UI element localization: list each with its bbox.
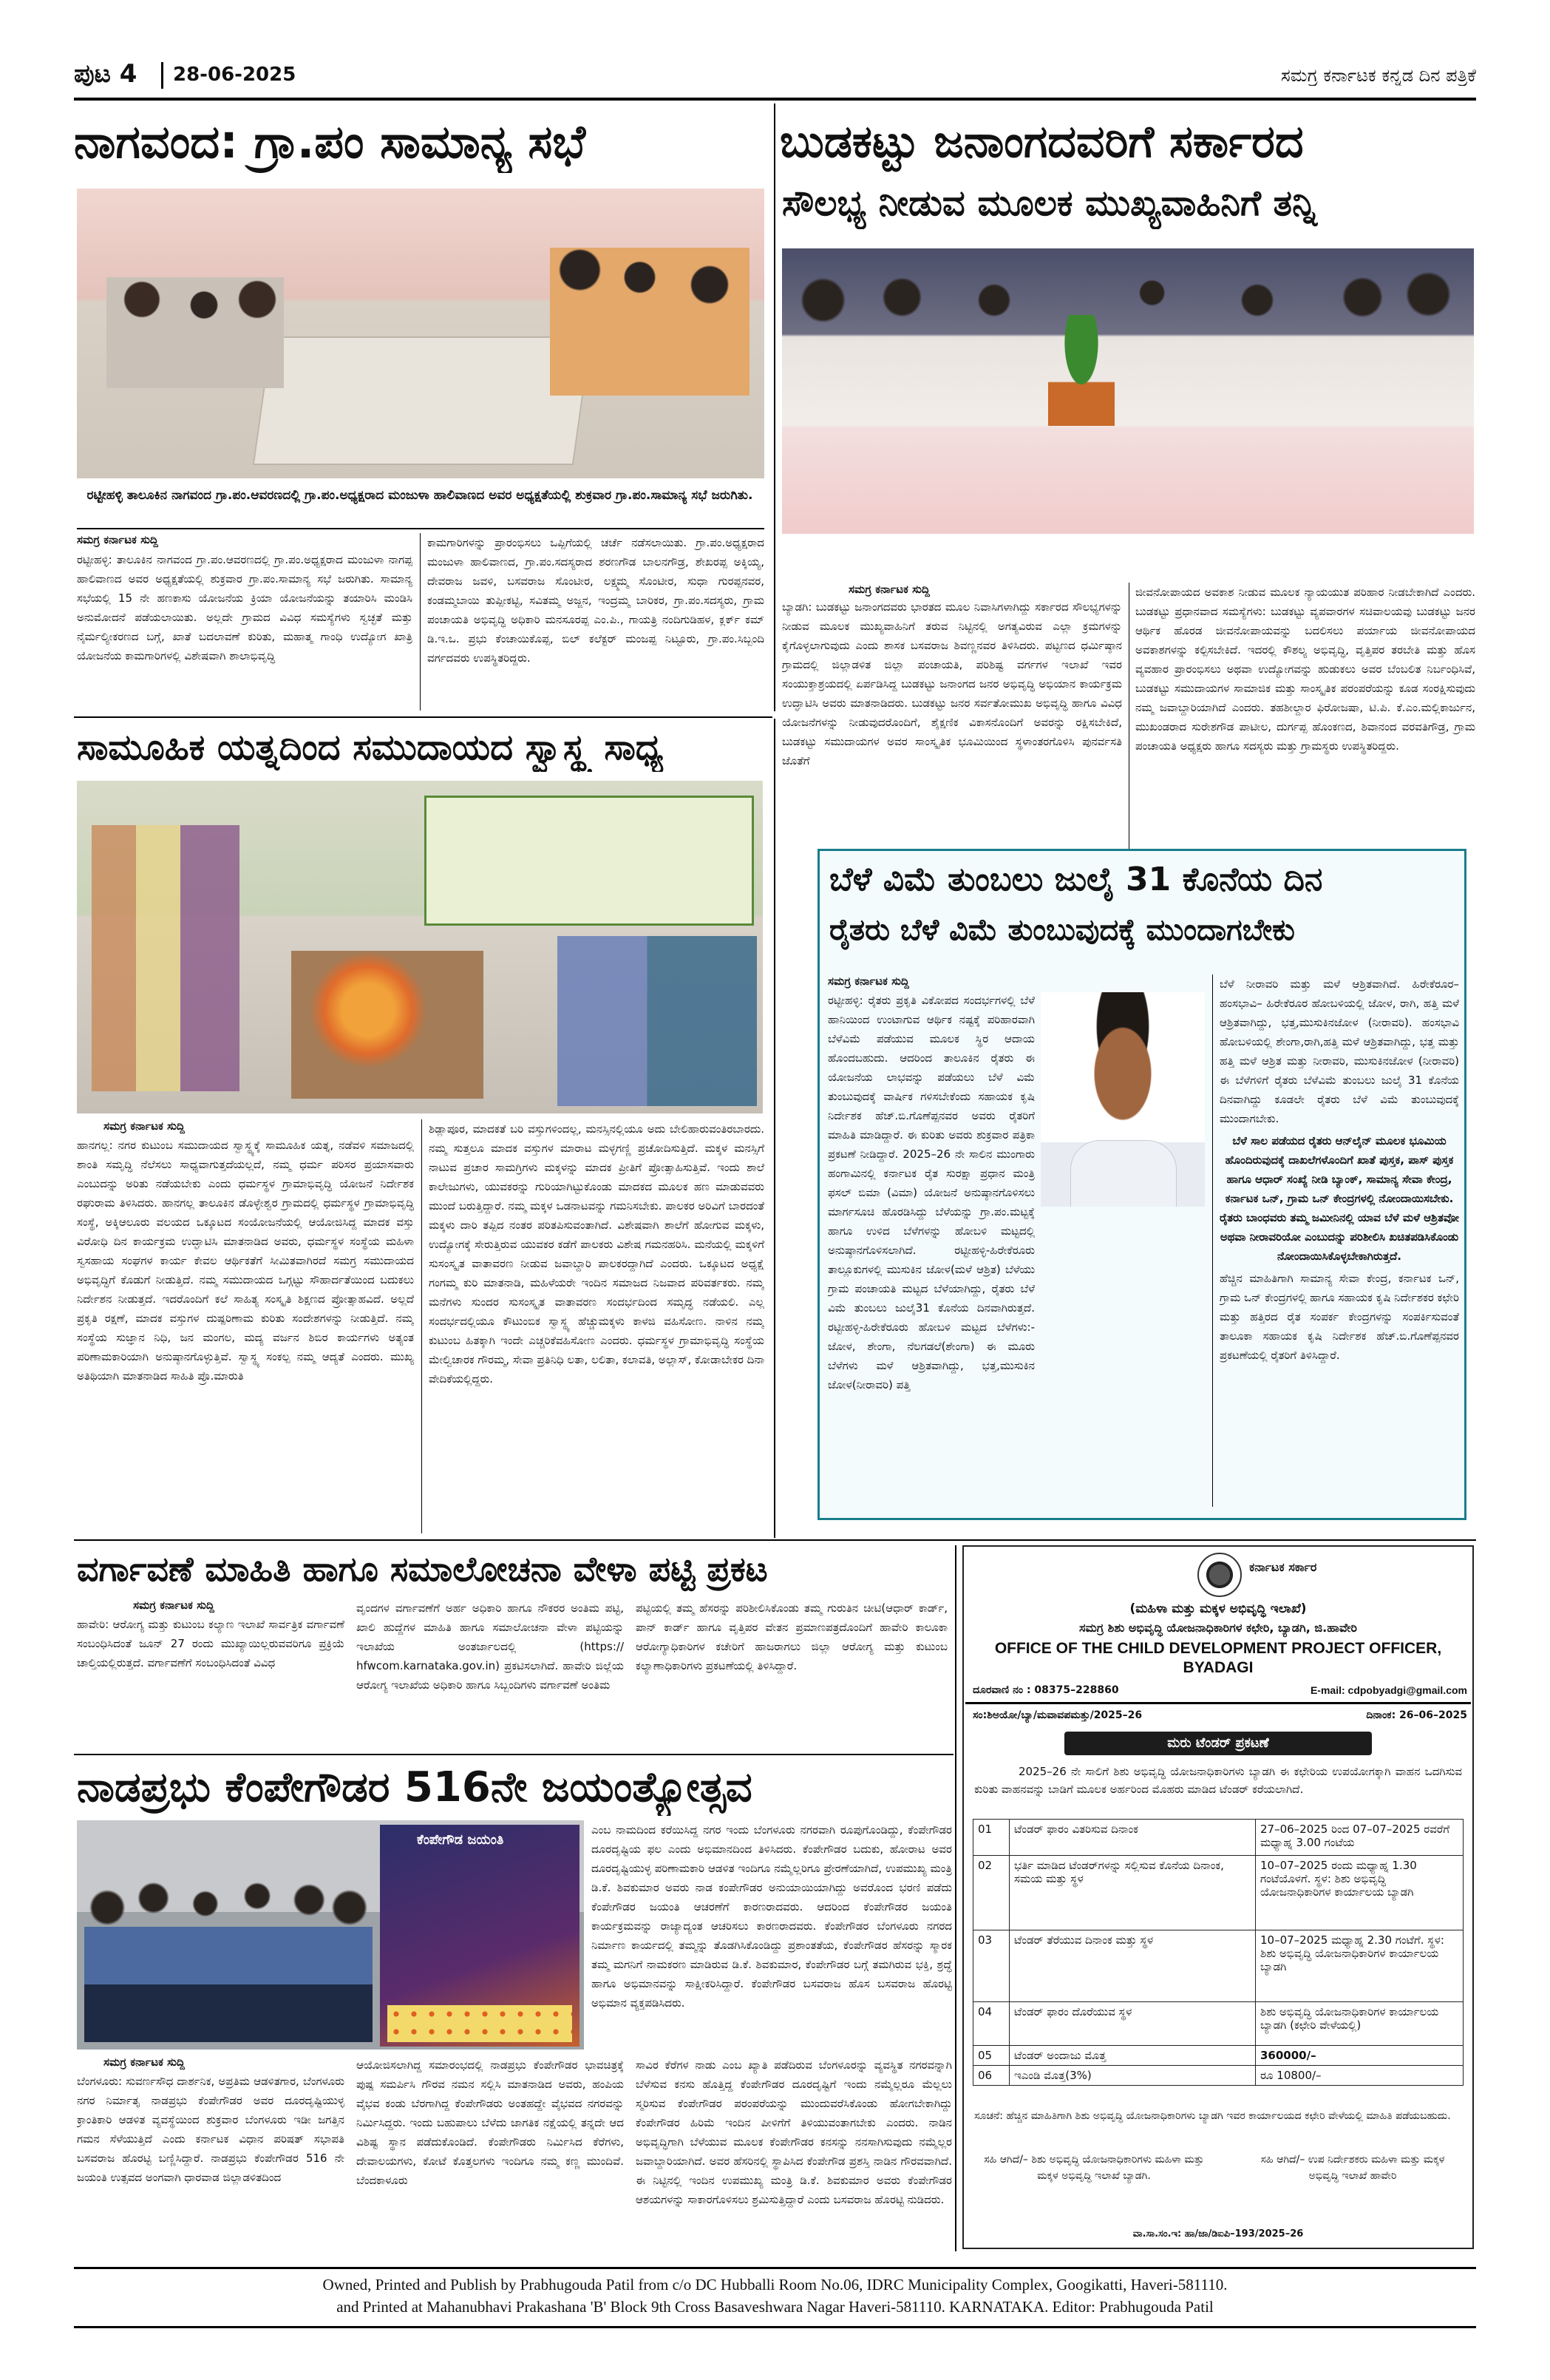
story3-col-rule [421, 1119, 422, 1533]
story1-col1: ರಟ್ಟೀಹಳ್ಳಿ: ತಾಲೂಕಿನ ನಾಗವಂದ ಗ್ರಾ.ಪಂ.ಆವರಣದಲ್ಲಿ ಗ್ರಾ.ಪಂ.ಅಧ್ಯಕ್ಷರಾದ ಮಂಜುಳಾ ನಾಗಪ್ಪ ಹಾಲಿವಾಣದ ಅವರ ಅಧ್ಯಕ್ಷತೆಯಲ್ಲಿ ಶುಕ್ರವಾರ ಗ್ರಾ.ಪಂ.ಸಾಮಾನ್ಯ ಸಭೆ ಜರುಗಿತು. ಸಾಮಾನ್ಯ ಸಭೆಯಲ್ಲಿ 15 ನೇ ಹಣಕಾಸು ಯೋಜನೆಯ ಕ್ರಿಯಾ ಯೋಜನೆಯನ್ನು ತಯಾರಿಸಿ ಮಂಡಿಸಿ ಅನುಮೋದನೆ ಪಡೆಯಲಾಯಿತು. ಅಲ್ಲದೇ ಗ್ರಾಮದ ವಿವಿಧ ಸಮಸ್ಯೆಗಳು ಸ್ವಚ್ಛತೆ ಮತ್ತು ನೈರ್ಮಲ್ಯೀಕರಣದ ಬಗ್ಗೆ, ಖಾತೆ ಬದಲಾವಣೆ ಕುರಿತು, ಮಹಾತ್ಮ ಗಾಂಧಿ ಉದ್ಯೋಗ ಖಾತ್ರಿ ಯೋಜನೆಯ ಕಾಮಗಾರಿಗಳಲ್ಲಿ ವಿಶೇಷವಾಗಿ ಶಾಲಾಭಿವೃದ್ಧಿ [77, 553, 412, 662]
dignitaries-group [84, 1850, 373, 2042]
story2-byline: ಸಮಗ್ರ ಕರ್ನಾಟಕ ಸುದ್ದಿ [849, 583, 930, 596]
tender-date: ದಿನಾಂಕ: 26–06–2025 [1366, 1709, 1467, 1721]
paper-name: ಸಮಗ್ರ ಕರ್ನಾಟಕ ಕನ್ನಡ ದಿನ ಪತ್ರಿಕೆ [1281, 65, 1476, 86]
tender-row-item: ಟೆಂಡರ್ ತೆರೆಯುವ ದಿನಾಂಕ ಮತ್ತು ಸ್ಥಳ [1010, 1930, 1256, 2002]
tender-ref: ಸಂ:ಶಿಅಯೋ/ಬ್ಯಾ/ಮವಾವಪಮತ್ತು/2025–26 [973, 1709, 1143, 1721]
story1-byline: ಸಮಗ್ರ ಕರ್ನಾಟಕ ಸುದ್ದಿ [77, 533, 158, 546]
women-group [92, 825, 239, 1091]
story4-col2-end: ಹೆಚ್ಚಿನ ಮಾಹಿತಿಗಾಗಿ ಸಾಮಾನ್ಯ ಸೇವಾ ಕೇಂದ್ರ, ಕರ್ನಾಟಕ ಒನ್, ಗ್ರಾಮ ಒನ್ ಕೇಂದ್ರಗಳಲ್ಲಿ ಹಾಗೂ ಸಹಾಯಕ ಕೃಷಿ ನಿರ್ದೇಶಕರ ಕಛೇರಿ ಮತ್ತು ಹತ್ತಿರದ ರೈತ ಸಂಪರ್ಕ ಕೇಂದ್ರಗಳನ್ನು ಸಂಪರ್ಕಿಸುವಂತೆ ತಾಲೂಕಾ ಸಹಾಯಕ ಕೃಷಿ ನಿರ್ದೇಶಕ ಹೆಚ್.ಬಿ.ಗೊಣೆಪ್ಪನವರ ಪ್ರಕಟಣೆಯಲ್ಲಿ ರೈತರಿಗೆ ತಿಳಿಸಿದ್ದಾರೆ. [1220, 1272, 1459, 1362]
masthead-rule [74, 98, 1476, 101]
tender-row-detail: 27–06–2025 ರಿಂದ 07–07–2025 ರವರೆಗೆ ಮಧ್ಯಾಹ್ನ 3.00 ಗಂಟೆಯ [1256, 1820, 1464, 1856]
tender-table [973, 1819, 1464, 2086]
state-emblem [1197, 1553, 1242, 1597]
story4-col-rule [1212, 974, 1213, 1507]
story5-headline: ವರ್ಗಾವಣೆ ಮಾಹಿತಿ ಹಾಗೂ ಸಮಾಲೋಚನಾ ವೇಳಾ ಪಟ್ಟಿ ಪ್ರಕಟ [77, 1549, 768, 1589]
tender-row [973, 2066, 1464, 2086]
story6-col1: ಬೆಂಗಳೂರು: ಸುವರ್ಣಸೌಧ ದಾರ್ಶನಿಕ, ಅಪ್ರತಿಮ ಆಡಳಿತಗಾರ, ಬೆಂಗಳೂರು ನಗರ ನಿರ್ಮಾತೃ ನಾಡಪ್ರಭು ಕೆಂಪೇಗೌಡರ ಅವರ ದೂರದೃಷ್ಟಿಯುಳ್ಳ ಕ್ರಾಂತಿಕಾರಿ ಆಡಳಿತ ವ್ಯವಸ್ಥೆಯಿಂದ ಶುಕ್ರವಾರ ಬೆಂಗಳೂರು ಇಡೀ ಜಗತ್ತಿನ ಗಮನ ಸೆಳೆಯುತ್ತಿದೆ ಎಂದು ಕರ್ನಾಟಕ ವಿಧಾನ ಪರಿಷತ್ ಸಭಾಪತಿ ಬಸವರಾಜ ಹೊರಟ್ಟಿ ಬಣ್ಣಿಸಿದ್ದಾರೆ. ನಾಡಪ್ರಭು ಕೆಂಪೇಗೌಡರ 516 ನೇ ಜಯಂತಿ ಉತ್ಸವದ ಅಂಗವಾಗಿ ಧಾರವಾಡ ಜಿಲ್ಲಾಡಳಿತದಿಂದ [77, 2075, 344, 2184]
tender-office-kn: ಸಮಗ್ರ ಶಿಶು ಅಭಿವೃದ್ಧಿ ಯೋಜನಾಧಿಕಾರಿಗಳ ಕಛೇರಿ, ಬ್ಯಾಡಗಿ, ಜಿ.ಹಾವೇರಿ [1079, 1621, 1357, 1635]
tender-row-item: ಟೆಂಡರ್ ಫಾರಂ ದೊರೆಯುವ ಸ್ಥಳ [1010, 2002, 1256, 2046]
story4-box-bold: ಬೆಳೆ ಸಾಲ ಪಡೆಯದ ರೈತರು ಆನ್‌ಲೈನ್ ಮೂಲಕ ಭೂಮಿಯ ಹೊಂದಿರುವುದಕ್ಕೆ ದಾಖಲೆಗಳೊಂದಿಗೆ ಖಾತೆ ಪುಸ್ತಕ, ಪಾಸ್ ಪುಸ್ತಕ ಹಾಗೂ ಆಧಾರ್ ಸಂಖ್ಯೆ ನೀಡಿ ಬ್ಯಾಂಕ್, ಸಾಮಾನ್ಯ ಸೇವಾ ಕೇಂದ್ರ, ಕರ್ನಾಟಕ ಒನ್, ಗ್ರಾಮ ಒನ್ ಕೇಂದ್ರಗಳಲ್ಲಿ ನೋಂದಾಯಿಸಬೇಕು. ರೈತರು ಬಾಂಧವರು ತಮ್ಮ ಜಮೀನಿನಲ್ಲಿ ಯಾವ ಬೆಳೆ ಮಳೆ ಆಶ್ರಿತವೋ ಅಥವಾ ನೀರಾವರಿಯೋ ಎಂಬುದನ್ನು ಪರಿಶೀಲಿಸಿ ಖಚಿತಪಡಿಸಿಕೊಂಡು ನೋಂದಾಯಿಸಿಕೊಳ್ಳಬೇಕಾಗಿರುತ್ತದೆ. [1220, 1134, 1459, 1263]
story3-col1: ಹಾನಗಲ್ಲ: ನಗರ ಕುಟುಂಬ ಸಮುದಾಯದ ಸ್ವಾಸ್ಥ್ಯಕ್ಕೆ ಸಾಮೂಹಿಕ ಯತ್ನ, ನಡೆವಳಿ ಸಮಾಜದಲ್ಲಿ ಶಾಂತಿ ಸಮೃದ್ಧಿ ನೆಲೆಸಲು ಸಾಧ್ಯವಾಗುತ್ತದೆಯಲ್ಲದೆ, ನಮ್ಮ ಧರ್ಮ ಪರಿಸರ ಪ್ರಯಾಸವಾರು ಎಂಬುದನ್ನು ಅರಿತು ನಡೆಯಬೇಕು ಎಂದು ಧರ್ಮಸ್ಥಳ ಗ್ರಾಮಾಭಿವೃದ್ಧಿ ಯೋಜನೆ ನಿರ್ದೇಶಕ ರಘುರಾಮ ತಿಳಿಸಿದರು. ಹಾನಗಲ್ಲ ತಾಲೂಕಿನ ಡೊಳ್ಳೇಶ್ವರ ಗ್ರಾಮದಲ್ಲಿ ಧರ್ಮಸ್ಥಳ ಗ್ರಾಮಾಭಿವೃದ್ಧಿ ಸಂಸ್ಥೆ, ಅಕ್ಕಿಆಲೂರು ವಲಯದ ಒಕ್ಕೂಟದ ಸಂಯೋಜನೆಯಲ್ಲಿ ಆಯೋಜಿಸಿದ್ದ ಮಾದಕ ವಸ್ತು ವಿರೋಧಿ ದಿನ ಕಾರ್ಯಕ್ರಮ ಉದ್ಘಾಟಿಸಿ ಮಾತನಾಡಿದ ಅವರು, ಧರ್ಮಸ್ಥಳ ಸಂಸ್ಥೆಯ ಮಹಿಳಾ ಸ್ವಸಹಾಯ ಸಂಘಗಳ ಕಾರ್ಯ ಕೇವಲ ಆರ್ಥಿಕತೆಗೆ ಸೀಮಿತವಾಗಿರದೆ ಸಮಗ್ರ ಸಮುದಾಯದ ಅಭಿವೃದ್ಧಿಗೆ ಕೊಡುಗೆ ನೀಡುತ್ತಿದೆ. ನಮ್ಮ ಸಮುದಾಯದ ಒಗ್ಗಟ್ಟು ಸೌಹಾರ್ದತೆಯಿಂದ ಬದುಕಲು ನಿರ್ದೇಶನ ನೀಡುತ್ತದೆ. ಇದರೊಂದಿಗೆ ಕಲೆ ಸಾಹಿತ್ಯ ಸಂಸ್ಕೃತಿ ಶಿಕ್ಷಣದ ಪ್ರೋತ್ಸಾಹವಿದೆ. ಅಲ್ಲದೆ ಪ್ರಕೃತಿ ರಕ್ಷಣೆ, ಮಾದಕ ವಸ್ತುಗಳ ದುಷ್ಪರಿಣಾಮ ಕುರಿತು ಸಂದೇಶಗಳನ್ನು ನೀಡುತ್ತಿದೆ. ನಮ್ಮ ಸಂಸ್ಥೆಯ ಸುಜ್ಞಾನ ನಿಧಿ, ಜನ ಮಂಗಲ, ಮದ್ಯ ವರ್ಜನ ಶಿಬಿರ ಕಾರ್ಯಗಳು ಅತ್ಯಂತ ಪರಿಣಾಮಕಾರಿಯಾಗಿ ಅನುಷ್ಠಾನಗೊಳ್ಳುತ್ತಿವೆ. ಸ್ವಾಸ್ಥ್ಯ ಸಂಕಲ್ಪ ನಮ್ಮ ಆದ್ಯತೆ ಎಂದರು. ಮುಖ್ಯ ಅತಿಥಿಯಾಗಿ ಮಾತನಾಡಿದ ಸಾಹಿತಿ ಪ್ರೊ.ಮಾರುತಿ [77, 1139, 414, 1383]
tender-footer-ref: ವಾ.ಸಾ.ಸಂ.ಇ: ಹಾ/ಜಾ/ಡಿಐಪಿ–193/2025–26 [1132, 2228, 1304, 2240]
story4-headline-1: ಬೆಳೆ ವಿಮೆ ತುಂಬಲು ಜುಲೈ 31 ಕೊನೆಯ ದಿನ [829, 861, 1323, 898]
story4-col2 [1220, 974, 1459, 1507]
story5-bottom-rule [74, 1754, 954, 1755]
story4-col1-text: ರಟ್ಟೀಹಳ್ಳಿ: ರೈತರು ಪ್ರಕೃತಿ ವಿಕೋಪದ ಸಂದರ್ಭಗಳಲ್ಲಿ ಬೆಳೆ ಹಾನಿಯಿಂದ ಉಂಟಾಗುವ ಆರ್ಥಿಕ ನಷ್ಟಕ್ಕೆ ಪರಿಹಾರವಾಗಿ ಬೆಳೆವಿಮೆ ಪಡೆಯುವ ಮೂಲಕ ಸ್ಥಿರ ಆದಾಯ ಹೊಂದಬಹುದು. ಆದರಿಂದ ತಾಲೂಕಿನ ರೈತರು ಈ ಯೋಜನೆಯ ಲಾಭವನ್ನು ಪಡೆಯಲು ಬೆಳೆ ವಿಮೆ ತುಂಬುವುದಕ್ಕೆ ವಾರ್ಷಿಕ ಗಳಿಸಬೇಕೆಂದು ಸಹಾಯಕ ಕೃಷಿ ನಿರ್ದೇಶಕ ಹೆಚ್.ಬಿ.ಗೊಣೆಪ್ಪನವರ ಅವರು ರೈತರಿಗೆ ಮಾಹಿತಿ ಮಾಡಿದ್ದಾರೆ. ಈ ಕುರಿತು ಅವರು ಶುಕ್ರವಾರ ಪತ್ರಿಕಾ ಪ್ರಕಟಣೆ ನೀಡಿದ್ದಾರೆ. 2025–26 ನೇ ಸಾಲಿನ ಮುಂಗಾರು ಹಂಗಾಮಿನಲ್ಲಿ ಕರ್ನಾಟಕ ರೈತ ಸುರಕ್ಷಾ ಪ್ರಧಾನ ಮಂತ್ರಿ ಫಸಲ್ ಬಿಮಾ (ವಿಮಾ) ಯೋಜನೆ ಅನುಷ್ಠಾನಗೊಳಿಸಲು ಮಾರ್ಗಸೂಚಿ ಹೊರಡಿಸಿದ್ದು ಬೆಳೆಯನ್ನು ಗ್ರಾ.ಪಂ.ಮಟ್ಟಕ್ಕೆ ಹಾಗೂ ಉಳಿದ ಬೆಳೆಗಳನ್ನು ಹೋಬಳಿ ಮಟ್ಟದಲ್ಲಿ ಅನುಷ್ಠಾನಗೊಳಿಸಲಾಗಿದೆ. ರಟ್ಟೀಹಳ್ಳಿ-ಹಿರೇಕೆರೂರು ತಾಲ್ಲೂಕುಗಳಲ್ಲಿ ಮುಸುಕಿನ ಜೋಳ(ಮಳೆ ಆಶ್ರಿತ) ಬೆಳೆಯು ಗ್ರಾಮ ಪಂಚಾಯತಿ ಮಟ್ಟದ ಬೆಳೆಯಾಗಿದ್ದು, ರೈತರು ಬೆಳೆ ವಿಮೆ ತುಂಬಲು ಜುಲೈ31 ಕೊನೆಯ ದಿನವಾಗಿರುತ್ತದೆ. ರಟ್ಟೀಹಳ್ಳಿ-ಹಿರೇಕೆರೂರು ಹೋಬಳಿ ಮಟ್ಟದ ಬೆಳೆಗಳು:- ಜೋಳ, ಶೇಂಗಾ, ನೆಲಗಡಲೆ(ಶೇಂಗಾ) ಈ ಮೂರು ಬೆಳೆಗಳು ಮಳೆ ಆಶ್ರಿತವಾಗಿದ್ದು, ಭತ್ತ,ಮುಸುಕಿನ ಜೋಳ(ನೀರಾವರಿ) ಪತ್ತಿ [828, 994, 1035, 1391]
tender-row-detail: 10–07–2025 ಮಧ್ಯಾಹ್ನ 2.30 ಗಂಟೆಗೆ. ಸ್ಥಳ: ಶಿಶು ಅಭಿವೃದ್ಧಿ ಯೋಜನಾಧಿಕಾರಿಗಳ ಕಾರ್ಯಾಲಯ ಬ್ಯಾಡಗಿ [1256, 1930, 1464, 2002]
people-left [106, 277, 284, 388]
people-right [550, 248, 749, 396]
story1-col-rule [420, 533, 421, 711]
officer-portrait [1041, 992, 1205, 1207]
imprint-rule-top [74, 2267, 1476, 2269]
tender-title: ಮರು ಟೆಂಡರ್ ಪ್ರಕಟಣೆ [1064, 1732, 1372, 1755]
imprint-rule-bottom [74, 2326, 1476, 2328]
women-group-right [557, 936, 757, 1106]
story3-col2: ಶಿಡ್ಲಾಪೂರ, ಮಾದಕತೆ ಬರಿ ವಸ್ತುಗಳಿಂದಲ್ಲ, ಮನಸ್ಸಿನಲ್ಲಿಯೂ ಅದು ಬೇಲಿಹಾರುವಂತಿರಬಾರದು. ನಮ್ಮ ಸುತ್ತಲೂ ಮಾದಕ ವಸ್ತುಗಳ ಮಾರಾಟ ಮಳ್ಳಗಣ್ಣಿ ಪ್ರಚೋದಿಸುತ್ತಿದೆ. ಮಕ್ಕಳ ಮನಸ್ಸಿಗೆ ನಾಟುವ ಪ್ರಚಾರ ಸಾಮಗ್ರಿಗಳು ಮಕ್ಕಳನ್ನು ಮಾದಕ ಪ್ರೀತಿಗೆ ಪ್ರೋತ್ಸಾಹಿಸುತ್ತಿವೆ. ಇಂದು ಶಾಲೆ ಕಾಲೇಜುಗಳು, ಯುವಕರನ್ನು ಗುರಿಯಾಗಿಟ್ಟುಕೊಂಡು ಮಾದಕದ ಮೂಲಕ ಹಣ ಮಾಡುವವರು ಮುಂದೆ ಬರುತ್ತಿದ್ದಾರೆ. ನಮ್ಮ ಮಕ್ಕಳ ಒಡನಾಟವನ್ನು ಗಮನಿಸಬೇಕು. ಪಾಲಕರ ಅರಿವಿಗೆ ಬಾರದಂತೆ ಮಕ್ಕಳು ದಾರಿ ತಪ್ಪಿದ ನಂತರ ಪರಿತಪಿಸುವಂತಾಗಿದೆ. ವಿಶೇಷವಾಗಿ ಶಾಲೆಗೆ ಹೋಗುವ ಮಕ್ಕಳು, ಉದ್ಯೋಗಕ್ಕೆ ಸೇರುತ್ತಿರುವ ಯುವಕರ ಕಡೆಗೆ ಪಾಲಕರು ವಿಶೇಷ ಗಮನಹರಿಸಿ. ಮನೆಯಲ್ಲಿ ಮಕ್ಕಳಿಗೆ ಸುಸಂಸ್ಕೃತ ವಾತಾವರಣ ನೀಡುವ ಜವಾಬ್ದಾರಿ ಪಾಲಕರದ್ದಾಗಿದೆ ಎಂದರು. ಒಕ್ಕೂಟದ ಅಧ್ಯಕ್ಷೆ ಗಂಗಮ್ಮ ಕುರಿ ಮಾತನಾಡಿ, ಮಹಿಳೆಯರೇ ಇಂದಿನ ಸಮಾಜದ ನಿಜವಾದ ಪರಿವರ್ತಕರು. ನಮ್ಮ ಮನೆಗಳು ಸುಂದರ ಸುಸಂಸ್ಕೃತ ವಾತಾವರಣ ಸಂದರ್ಭದಿಂದ ಸಮೃದ್ಧ ನಡೆಯಲಿ. ಎಲ್ಲ ಸಂದರ್ಭದಲ್ಲಿಯೂ ಕೌಟುಂಬಿಕ ಸ್ವಾಸ್ಥ್ಯ ಹೆಚ್ಚುಮಕ್ಕಳು ಕಾಳಜಿ ವಹಿಸೋಣ. ನಾಳಿನ ನಮ್ಮ ಕುಟುಂಬ ಹಿತಕ್ಕಾಗಿ ಇಂದೇ ಎಚ್ಚರಿಕೆವಹಿಸೋಣ ಎಂದರು. ಧರ್ಮಸ್ಥಳ ಗ್ರಾಮಾಭಿವೃದ್ಧಿ ಸಂಸ್ಥೆಯ ಮೇಲ್ವಿಚಾರಕ ಗೌರಮ್ಮ, ಸೇವಾ ಪ್ರತಿನಿಧಿ ಲತಾ, ಲಲಿತಾ, ಕಲಾವತಿ, ಅಲ್ಲಾಸ್, ಕೋಡಾಬೇಕರ ದಿನಾ ವೇದಿಕೆಯಲ್ಲಿದ್ದರು. [429, 1122, 764, 1386]
story1-bottom-rule [74, 716, 772, 718]
tender-row-detail: 10–07–2025 ರಂದು ಮಧ್ಯಾಹ್ನ 1.30 ಗಂಟೆಯೊಳಗೆ. ಸ್ಥಳ: ಶಿಶು ಅಭಿವೃದ್ಧಿ ಯೋಜನಾಧಿಕಾರಿಗಳ ಕಾರ್ಯಾಲಯ ಬ್ಯಾಡಗಿ [1256, 1856, 1464, 1930]
story1-headline: ನಾಗವಂದ: ಗ್ರಾ.ಪಂ ಸಾಮಾನ್ಯ ಸಭೆ [74, 115, 586, 169]
mid-horizontal-rule [74, 1539, 1476, 1541]
story1-col2: ಕಾಮಗಾರಿಗಳನ್ನು ಪ್ರಾರಂಭಿಸಲು ಒಪ್ಪಿಗೆಯಲ್ಲಿ ಚರ್ಚೆ ನಡೆಸಲಾಯಿತು. ಗ್ರಾ.ಪಂ.ಅಧ್ಯಕ್ಷರಾದ ಮಂಜುಳಾ ಹಾಲಿವಾಣದ, ಗ್ರಾ.ಪಂ.ಸದಸ್ಯರಾದ ಶರಣಗೌಡ ಬಾಲನಗೌಡ್ರ, ಶೇಖರಪ್ಪ ಅಕ್ಕಿಯ್ಯ, ದೇವರಾಜ ಜವಳಿ, ಬಸವರಾಜ ಸೊಂಟೀರ, ಲಕ್ಷ್ಮಮ್ಮ ಸೊಂಟೀರ, ಸುಧಾ ಗುರಪ್ಪನವರ, ಕಂಡಮ್ಮಬಾಯಿ ತುಪ್ಪೀಕಟ್ಟಿ, ಸವಿತಮ್ಮ ಅಜ್ಜನ, ಇಂದ್ರಮ್ಮ ಬಾರಿಕರ, ಗ್ರಾ.ಪಂ.ಸದಸ್ಯರು, ಗ್ರಾಮ ಪಂಚಾಯತಿ ಅಭಿವೃದ್ಧಿ ಅಧಿಕಾರಿ ಮನಸೂರಪ್ಪ ಎಂ.ಪಿ., ಗಾಯತ್ರಿ ನಂದಿಗುಡಿಹಳ, ಕ್ಲರ್ಕ್ ಕಮ್ ಡಿ.ಇ.ಒ. ಪ್ರಭು ಕೆಂಚಾಯಿಕೊಪ್ಪ, ಬಿಲ್ ಕಲೆಕ್ಟರ್ ಮಂಜಪ್ಪ ನಿಟ್ಟೂರು, ಗ್ರಾ.ಪಂ.ಸಿಬ್ಬಂದಿ ವರ್ಗದವರು ಉಪಸ್ಥಿತರಿದ್ದರು. [427, 536, 764, 665]
tender-row-detail: 360000/– [1256, 2046, 1464, 2066]
story4-headline-2: ರೈತರು ಬೆಳೆ ವಿಮೆ ತುಂಬುವುದಕ್ಕೆ ಮುಂದಾಗಬೇಕು [829, 913, 1295, 947]
story4-col1-top [828, 991, 1035, 1479]
tender-row-detail: ಶಿಶು ಅಭಿವೃದ್ಧಿ ಯೋಜನಾಧಿಕಾರಿಗಳ ಕಾರ್ಯಾಲಯ ಬ್ಯಾಡಗಿ (ಕಛೇರಿ ವೇಳೆಯಲ್ಲಿ) [1256, 2002, 1464, 2046]
banner-text: ಕೆಂಪೇಗೌಡ ಜಯಂತಿ [417, 1832, 504, 1848]
vertical-rule-mid [774, 719, 775, 1538]
tender-row [973, 1930, 1464, 2002]
kempegowda-photo [77, 1820, 584, 2050]
story2-headline-2: ಸೌಲಭ್ಯ ನೀಡುವ ಮೂಲಕ ಮುಖ್ಯವಾಹಿನಿಗೆ ತನ್ನಿ [782, 183, 1317, 224]
tribal-event-photo [782, 248, 1474, 534]
page-number: ಪುಟ 4 [74, 59, 137, 89]
tender-gov: ಕರ್ನಾಟಕ ಸರ್ಕಾರ [1249, 1560, 1317, 1574]
tender-row-no: 05 [973, 2046, 1010, 2066]
vertical-rule-bottom [955, 1545, 956, 2251]
tender-sign-right: ಸಹಿ ಆಗಿದೆ/– ಉಪ ನಿರ್ದೇಶಕರು ಮಹಿಳಾ ಮತ್ತು ಮಕ್ಕಳ ಅಭಿವೃದ್ಧಿ ಇಲಾಖೆ ಹಾವೇರಿ [1260, 2154, 1445, 2182]
lamp-table [291, 951, 483, 1099]
story4-byline: ಸಮಗ್ರ ಕರ್ನಾಟಕ ಸುದ್ದಿ [828, 974, 909, 988]
story5-col3: ಪಟ್ಟಿಯಲ್ಲಿ ತಮ್ಮ ಹೆಸರನ್ನು ಪರಿಶೀಲಿಸಿಕೊಂಡು ತಮ್ಮ ಗುರುತಿನ ಚೀಟಿ(ಆಧಾರ್ ಕಾರ್ಡ್, ಪಾನ್ ಕಾರ್ಡ್ ಹಾಗೂ ವೃತ್ತಿಪರ ವೇತನ ಪ್ರಮಾಣಪತ್ರದೊಂದಿಗೆ ಹಾವೇರಿ ಕಾಲೂಕಾ ಆರೋಗ್ಯಾಧಿಕಾರಿಗಳ ಕಚೇರಿಗೆ ಹಾಜರಾಗಲು ಜಿಲ್ಲಾ ಆರೋಗ್ಯ ಮತ್ತು ಕುಟುಂಬ ಕಲ್ಯಾಣಾಧಿಕಾರಿಗಳು ಪ್ರಕಟಣೆಯಲ್ಲಿ ತಿಳಿಸಿದ್ದಾರೆ. [636, 1601, 948, 1672]
tender-row [973, 2046, 1464, 2066]
story2-col2: ಜೀವನೋಪಾಯದ ಅವಕಾಶ ನೀಡುವ ಮೂಲಕ ನ್ಯಾಯಯುತ ಪರಿಹಾರ ನೀಡಬೇಕಾಗಿದೆ ಎಂದರು. ಬುಡಕಟ್ಟು ಪ್ರಧಾನವಾದ ಸಮಸ್ಯೆಗಳು: ಬುಡಕಟ್ಟು ವ್ಯಪವಾರಗಳ ಸಚಿವಾಲಯವು ಬುಡಕಟ್ಟು ಜನರ ಆರ್ಥಿಕ ಹೊರಡ ಜೀವನೋಪಾಯವನ್ನು ಬದಲಿಸಲು ಪರ್ಯಾಯ ಜೀವನೋಪಾಯದ ಅವಕಾಶಗಳನ್ನು ಕಲ್ಪಿಸಬೇಕಿದೆ. ಇದರಲ್ಲಿ ಕೌಶಲ್ಯ ಅಭಿವೃದ್ಧಿ, ವೃತ್ತಿಪರ ತರಬೇತಿ ಮತ್ತು ಹೊಸ ವ್ಯವಹಾರ ಪ್ರಾರಂಭಿಸಲು ಅಥವಾ ಉದ್ಯೋಗವನ್ನು ಹುಡುಕಲು ಅವರ ಬೆಂಬಲಿತ ನಿರ್ಬಂಧಿಸಿವೆ, ಬುಡಕಟ್ಟು ಸಮುದಾಯಗಳ ಸಾಮಾಜಿಕ ಮತ್ತು ಸಾಂಸ್ಕೃತಿಕ ಪರಂಪರೆಯನ್ನು ಕೂಡ ಸಂರಕ್ಷಿಸುವುದು ನಮ್ಮ ಜವಾಬ್ದಾರಿಯಾಗಿದೆ ಎಂದರು. ತಹಶೀಲ್ದಾರ ಫಿರೋಜಷಾ, ಟಿ.ಪಿ. ಕೆ.ಎಂ.ಮಲ್ಲಿಕಾರ್ಜುನ, ಮುಖಂಡರಾದ ಸುರೇಶಗೌಡ ಪಾಟೀಲ, ದುರ್ಗಪ್ಪ ಹೊಂಕಣದ, ಶಿವಾನಂದ ವರವತಿಗೌಡ್ರ, ಗ್ರಾಮ ಪಂಚಾಯತಿ ಅಧ್ಯಕ್ಷರು ಹಾಗೂ ಸದಸ್ಯರು ಮತ್ತು ಗ್ರಾಮಸ್ಥರು ಉಪಸ್ಥಿತರಿದ್ದರು. [1135, 586, 1475, 753]
officer-shirt [1070, 1140, 1177, 1207]
story3-byline: ಸಮಗ್ರ ಕರ್ನಾಟಕ ಸುದ್ದಿ [103, 1119, 185, 1133]
meeting-photo-caption: ರಟ್ಟೀಹಳ್ಳಿ ತಾಲೂಕಿನ ನಾಗವಂದ ಗ್ರಾ.ಪಂ.ಆವರಣದಲ್ಲಿ ಗ್ರಾ.ಪಂ.ಅಧ್ಯಕ್ಷರಾದ ಮಂಜುಳಾ ಹಾಲಿವಾಣದ ಅವರ ಅಧ್ಯಕ್ಷತೆಯಲ್ಲಿ ಶುಕ್ರವಾರ ಗ್ರಾ.ಪಂ.ಸಾಮಾನ್ಯ ಸಭೆ ಜರುಗಿತು. [86, 488, 753, 503]
story4-col2-text: ಬೆಳೆ ನೀರಾವರಿ ಮತ್ತು ಮಳೆ ಆಶ್ರಿತವಾಗಿದೆ. ಹಿರೇಕೆರೂರ–ಹಂಸಭಾವಿ– ಹಿರೇಕೆರೂರ ಹೋಬಳಿಯಲ್ಲಿ ಜೋಳ, ರಾಗಿ, ಹತ್ತಿ ಮಳೆ ಆಶ್ರಿತವಾಗಿದ್ದು, ಭತ್ತ,ಮುಸುಕಿನಜೋಳ (ನೀರಾವರಿ). ಹಂಸಭಾವಿ ಹೋಬಳಿಯಲ್ಲಿ ಶೇಂಗಾ,ರಾಗಿ,ಹತ್ತಿ ಮಳೆ ಆಶ್ರಿತವಾಗಿದ್ದು, ಭತ್ತ ಮತ್ತು ಹತ್ತಿ ಮಳೆ ಆಶ್ರಿತ ಮತ್ತು ನೀರಾವರಿ, ಮುಸುಕಿನಜೋಳ (ನೀರಾವರಿ) ಈ ಬೆಳೆಗಳಿಗೆ ರೈತರು ಬೆಳೆವಿಮೆ ತುಂಬಲು ಜುಲೈ 31 ಕೊನೆಯ ದಿನವಾಗಿದ್ದು ಕೂಡಲೇ ರೈತರು ಬೆಳೆ ವಿಮೆ ತುಂಬುವುದಕ್ಕೆ ಮುಂದಾಗಬೇಕು. [1220, 977, 1459, 1125]
story1-caption-rule [77, 528, 764, 529]
meeting-table [253, 336, 591, 465]
tender-row [973, 1820, 1464, 1856]
tender-dept: (ಮಹಿಳಾ ಮತ್ತು ಮಕ್ಕಳ ಅಭಿವೃದ್ಧಿ ಇಲಾಖೆ) [1129, 1601, 1307, 1616]
story6-byline: ಸಮಗ್ರ ಕರ್ನಾಟಕ ಸುದ್ದಿ [103, 2055, 185, 2069]
tender-row-no: 04 [973, 2002, 1010, 2046]
flower-decoration [387, 2005, 572, 2042]
imprint-line-1: Owned, Printed and Publish by Prabhugouda Patil from c/o DC Hubballi Room No.06, IDRC Municipality Complex, Googikatti, Haveri-581110. [322, 2276, 1228, 2293]
story6-headline: ನಾಡಪ್ರಭು ಕೆಂಪೇಗೌಡರ 516ನೇ ಜಯಂತ್ಯೋತ್ಸವ [77, 1763, 752, 1811]
tender-row-item: ಭರ್ತಿ ಮಾಡಿದ ಟೆಂಡರ್‌ಗಳನ್ನು ಸಲ್ಲಿಸುವ ಕೊನೆಯ ದಿನಾಂಕ, ಸಮಯ ಮತ್ತು ಸ್ಥಳ [1010, 1856, 1256, 1930]
tender-row-no: 01 [973, 1820, 1010, 1856]
story4-col1-bottom [1041, 1213, 1205, 1494]
tender-header-rule [965, 1702, 1471, 1704]
tender-phone: ದೂರವಾಣಿ ನಂ : 08375–228860 [973, 1684, 1119, 1696]
tender-note: ಸೂಚನೆ: ಹೆಚ್ಚಿನ ಮಾಹಿತಿಗಾಗಿ ಶಿಶು ಅಭಿವೃದ್ಧಿ ಯೋಜನಾಧಿಕಾರಿಗಳು ಬ್ಯಾಡಗಿ ಇವರ ಕಾರ್ಯಾಲಯದ ಕಛೇರಿ ವೇಳೆಯಲ್ಲಿ ಮಾಹಿತಿ ಪಡೆಯಬಹುದು. [974, 2110, 1451, 2122]
tender-row-detail: ರೂ 10800/– [1256, 2066, 1464, 2086]
meeting-photo [77, 189, 764, 478]
tender-row-no: 06 [973, 2066, 1010, 2086]
story6-col-top: ಎಂಬ ನಾಮದಿಂದ ಕರೆಯಿಸಿದ್ದ ನಗರ ಇಂದು ಬೆಂಗಳೂರು ನಗರವಾಗಿ ರೂಪುಗೊಂಡಿದ್ದು, ಕೆಂಪೇಗೌಡರ ದೂರದೃಷ್ಟಿಯ ಫಲ ಎಂದು ಅಭಿಮಾನದಿಂದ ತಿಳಿಸಿದರು. ಕೆಂಪೇಗೌಡರ ಬದುಕು, ಹೋರಾಟ ಅವರ ದೂರದೃಷ್ಟಿಯುಳ್ಳ ಪರಿಣಾಮಕಾರಿ ಆಡಳಿತ ಇಂದಿಗೂ ನಮ್ಮೆಲ್ಲರಿಗೂ ಪ್ರೇರಣೆಯಾಗಿದೆ, ಉಪಮುಖ್ಯ ಮಂತ್ರಿ ಡಿ.ಕೆ. ಶಿವಕುಮಾರ ಅವರು ನಾಡ ಕಂಪೇಗೌಡರ ಅನುಯಾಯಿಯಾಗಿದ್ದು ಅವರೊಂದ ಭರಣಿ ಪಡೆದು ಕೆಂಪೇಗೌಡರ ಜಯಂತಿ ಆಚರಣೆಗೆ ಕಾರಣರಾದವರು. ಆದರಿಂದ ಕೆಂಪೇಗೌಡರ ಜಯಂತಿ ಕಾರ್ಯಕ್ರಮವನ್ನು ರಾಜ್ಯಾದ್ಯಂತ ಆಚರಿಸಲು ಕಾರಣರಾದವರು. ಕೆಂಪೇಗೌಡರ ಬೆಂಗಳೂರು ನಗರದ ನಿರ್ಮಾಣ ಕಾರ್ಯದಲ್ಲಿ ತಮ್ಮನ್ನು ತೊಡಗಿಸಿಕೊಂಡಿದ್ದು ಪ್ರಶಾಂತತೆಯ, ಕೆಂಪೇಗೌಡರ ಹೆಸರನ್ನು ಸ್ಮಾರಕ ತಮ್ಮ ಮಗನಿಗೆ ನಾಮಕರಣ ಮಾಡಿರುವ ಡಿ.ಕೆ. ಶಿವಕುಮಾರ, ಕೆಂಪೇಗೌಡರ ಬಗ್ಗೆ ತಮಗಿರುವ ಭಕ್ತಿ, ಶ್ರದ್ಧೆ ಹಾಗೂ ಅಭಿಮಾನವನ್ನು ಸಾಕ್ಷೀಕರಿಸಿದ್ದಾರೆ. ಕೆಂಪೇಗೌಡರ ಬಸವರಾಜ ಹೊಸ ಬಸವರಾಜ ಹೊರಟ್ಟಿ ಅಭಿಮಾನ ವ್ಯಕ್ತಪಡಿಸಿದರು. [591, 1823, 952, 2010]
story2-col1: ಬ್ಯಾಡಗಿ: ಬುಡಕಟ್ಟು ಜನಾಂಗದವರು ಭಾರತದ ಮೂಲ ನಿವಾಸಿಗಳಾಗಿದ್ದು ಸರ್ಕಾರದ ಸೌಲಭ್ಯಗಳನ್ನು ನೀಡುವ ಮೂಲಕ ಮುಖ್ಯವಾಹಿನಿಗೆ ತರುವ ನಿಟ್ಟಿನಲ್ಲಿ ಅಗತ್ಯವಿರುವ ಎಲ್ಲಾ ಕ್ರಮಗಳನ್ನು ಕೈಗೊಳ್ಳಲಾಗುವುದು ಎಂದು ಶಾಸಕ ಬಸವರಾಜ ಶಿವಣ್ಣನವರ ತಿಳಿಸಿದರು. ಪಟ್ಟಣದ ಧರ್ಮಿಷ್ಠಾನ ಗ್ರಾಮದಲ್ಲಿ ಜಿಲ್ಲಾಡಳಿತ ಜಿಲ್ಲಾ ಪಂಚಾಯತಿ, ಪರಿಶಿಷ್ಟ ವರ್ಗಗಳ ಇಲಾಖೆ ಇವರ ಸಂಯುಕ್ತಾಶ್ರಯದಲ್ಲಿ ಏರ್ಪಡಿಸಿದ್ದ ಬುಡಕಟ್ಟು ಜನಾಂಗದ ಜನರ ಅಭಿವೃದ್ಧಿ ಅಭಿಯಾನ ಕಾರ್ಯಕ್ರಮ ಉದ್ಘಾಟಿಸಿ ಅವರು ಮಾತನಾಡಿದರು. ಬುಡಕಟ್ಟು ಜನರ ಸರ್ವತೋಮುಖ ಅಭಿವೃದ್ಧಿ ಹಾಗೂ ವಿವಿಧ ಯೋಜನೆಗಳನ್ನು ನೀಡುವುದರೊಂದಿಗೆ, ಶೈಕ್ಷಣಿಕ ವಿಕಾಸನೊಂದಿಗೆ ಅವರನ್ನು ರಕ್ಷಿಸಬೇಕಿದೆ, ಬುಡಕಟ್ಟು ಸಮುದಾಯಗಳ ಅವರ ಸಾಂಸ್ಕೃತಿಕ ಭೂಮಿಯಿಂದ ಸ್ಥಳಾಂತರಗೊಳಿಸಿ ಪುನರ್ವಸತಿ ಜೊತೆಗೆ [782, 600, 1122, 767]
masthead-divider [161, 62, 163, 89]
story6-col3: ಸಾವಿರ ಕೆರೆಗಳ ನಾಡು ಎಂಬ ಖ್ಯಾತಿ ಪಡೆದಿರುವ ಬೆಂಗಳೂರನ್ನು ವ್ಯವಸ್ಥಿತ ನಗರವನ್ನಾಗಿ ಬೆಳೆಸುವ ಕನಸು ಹೊತ್ತಿದ್ದ ಕೆಂಪೇಗೌಡರ ದೂರದೃಷ್ಟಿಗೆ ಇಂದು ನಮ್ಮೆಲ್ಲರೂ ಮೆಲ್ಲಲು ಸ್ಮರಿಸುವ ಕೆಂಪೇಗೌಡರ ಪರಂಪರೆಯನ್ನು ಮುಂದುವರೆಸಿಕೊಂಡು ಹೋಗಬೇಕಾಗಿದ್ದು ಕೆಂಪೇಗೌಡರ ಹಿರಿಮೆ ಇಂದಿನ ಪೀಳಿಗೆಗೆ ತಿಳಿಯುವಂತಾಗಬೇಕು ಎಂದರು. ನಾಡಿನ ಅಭಿವೃದ್ಧಿಗಾಗಿ ಬೆಳೆಯುವ ಮೂಲಕ ಕೆಂಪೇಗೌಡರ ಕನಸನ್ನು ನನಸಾಗಿಸುವುದು ನಮ್ಮೆಲ್ಲರ ಜವಾಬ್ದಾರಿಯಾಗಿದೆ. ಅವರ ಹೆಸರಿನಲ್ಲಿ ಸ್ಥಾಪಿಸಿದ ಕೆಂಪೇಗೌಡ ಪ್ರಶಸ್ತಿ ನಾಡಿನ ಗೌರವವಾಗಿದೆ. ಈ ನಿಟ್ಟಿನಲ್ಲಿ ಇಂದಿನ ಉಪಮುಖ್ಯ ಮಂತ್ರಿ ಡಿ.ಕೆ. ಶಿವಕುಮಾರ ಅವರು ಕೆಂಪೇಗೌಡರ ಆಶಯಗಳನ್ನು ಸಾಕಾರಗೊಳಿಸಲು ಶ್ರಮಿಸುತ್ತಿದ್ದಾರೆ ಎಂದು ಬಸವರಾಜ ಹೊರಟ್ಟಿ ನುಡಿದರು. [636, 2058, 952, 2206]
story5-col1: ಹಾವೇರಿ: ಆರೋಗ್ಯ ಮತ್ತು ಕುಟುಂಬ ಕಲ್ಯಾಣ ಇಲಾಖೆ ಸಾರ್ವತ್ರಿಕ ವರ್ಗಾವಣೆ ಸಂಬಂಧಿಸಿದಂತೆ ಜೂನ್ 27 ರಂದು ಮುಖ್ಯಾಯಿಲ್ಲರುವವರಿಗೂ ಪ್ರಕ್ರಿಯೆ ಚಾಲ್ತಿಯಲ್ಲಿರುತ್ತದೆ. ವರ್ಗಾವಣೆಗೆ ಸಂಬಂಧಿಸಿದಂತೆ ವಿವಿಧ [77, 1618, 344, 1669]
vertical-rule-top [774, 104, 775, 711]
tender-email: E-mail: cdpobyadgi@gmail.com [1310, 1684, 1467, 1696]
health-event-photo [77, 781, 763, 1113]
dignitaries [797, 271, 1455, 418]
imprint-line-2: and Printed at Mahanubhavi Prakashana 'B' Block 9th Cross Basaveshwara Nagar Haveri-581110. KARNATAKA. Editor: Prabhugouda Patil [336, 2298, 1214, 2316]
banner [424, 796, 754, 926]
tender-row-item: ಟೆಂಡರ್ ಅಂದಾಜು ಮೊತ್ತ [1010, 2046, 1256, 2066]
story5-byline: ಸಮಗ್ರ ಕರ್ನಾಟಕ ಸುದ್ದಿ [133, 1598, 214, 1612]
tender-office-en2: BYADAGI [1183, 1659, 1254, 1676]
story3-headline: ಸಾಮೂಹಿಕ ಯತ್ನದಿಂದ ಸಮುದಾಯದ ಸ್ವಾಸ್ಥ್ಯ ಸಾಧ್ಯ [77, 727, 664, 768]
story6-col2: ಆಯೋಜಿಸಲಾಗಿದ್ದ ಸಮಾರಂಭದಲ್ಲಿ ನಾಡಪ್ರಭು ಕೆಂಪೇಗೌಡರ ಭಾವಚಿತ್ರಕ್ಕೆ ಪುಷ್ಪ ಸಮರ್ಪಿಸಿ ಗೌರವ ನಮನ ಸಲ್ಲಿಸಿ ಮಾತನಾಡಿದ ಅವರು, ಹಂಪಿಯ ವೈಭವ ಕಂಡು ಬೆರಗಾಗಿದ್ದ ಕೆಂಪೇಗೌಡರು ಅಂತಹದ್ದೇ ವೈಭವದ ನಗರವನ್ನು ನಿರ್ಮಿಸಿದ್ದರು. ಇಂದು ಬಹುಪಾಲು ಬೆಳೆದು ಜಾಗತಿಕ ನಕ್ಷೆಯಲ್ಲಿ ತನ್ನದೇ ಆದ ವಿಶಿಷ್ಟ ಸ್ಥಾನ ಪಡೆದುಕೊಂಡಿದೆ. ಕೆಂಪೇಗೌಡರು ನಿರ್ಮಿಸಿದ ಕೆರೆಗಳು, ದೇವಾಲಯಗಳು, ಕೋಟೆ ಕೊತ್ತಲಗಳು ಇಂದಿಗೂ ನಮ್ಮ ಕಣ್ಣ ಮುಂದಿವೆ. ಬೆಂದಕಾಳೂರು [356, 2058, 624, 2187]
tender-row [973, 1856, 1464, 1930]
tender-row-item: ಇಎಂಡಿ ಮೊತ್ತ(3%) [1010, 2066, 1256, 2086]
story5-col2: ವೃಂದಗಳ ವರ್ಗಾವಣೆಗೆ ಅರ್ಹ ಅಧಿಕಾರಿ ಹಾಗೂ ನೌಕರರ ಅಂತಿಮ ಪಟ್ಟಿ, ಖಾಲಿ ಹುದ್ದೆಗಳ ಮಾಹಿತಿ ಹಾಗೂ ಸಮಾಲೋಚನಾ ವೇಳಾ ಪಟ್ಟಿಯನ್ನು ಇಲಾಖೆಯ ಅಂತರ್ಜಾಲದಲ್ಲಿ (https:// hfwcom.karnataka.gov.in) ಪ್ರಕಟಿಸಲಾಗಿದೆ. ಹಾವೇರಿ ಜಿಲ್ಲೆಯ ಆರೋಗ್ಯ ಇಲಾಖೆಯ ಅಧಿಕಾರಿ ಹಾಗೂ ಸಿಬ್ಬಂದಿಗಳು ವರ್ಗಾವಣೆ ಅಂತಿಮ [356, 1601, 624, 1692]
story2-headline-1: ಬುಡಕಟ್ಟು ಜನಾಂಗದವರಿಗೆ ಸರ್ಕಾರದ [780, 116, 1304, 168]
tender-row [973, 2002, 1464, 2046]
masthead [74, 55, 1476, 96]
tender-row-item: ಟೆಂಡರ್ ಫಾರಂ ವಿತರಿಸುವ ದಿನಾಂಕ [1010, 1820, 1256, 1856]
tender-row-no: 02 [973, 1856, 1010, 1930]
tender-office-en1: OFFICE OF THE CHILD DEVELOPMENT PROJECT OFFICER, [994, 1640, 1442, 1657]
tender-intro: 2025–26 ನೇ ಸಾಲಿಗೆ ಶಿಶು ಅಭಿವೃದ್ಧಿ ಯೋಜನಾಧಿಕಾರಿಗಳು ಬ್ಯಾಡಗಿ ಈ ಕಛೇರಿಯ ಉಪಯೋಗಕ್ಕಾಗಿ ವಾಹನ ಒದಗಿಸುವ ಕುರಿತು ವಾಹನವನ್ನು ಬಾಡಿಗೆ ಮೂಲಕ ಅರ್ಹರಿಂದ ಮೊಹರು ಮಾಡಿದ ಟೆಂಡರ್ ಕರೆಯಲಾಗಿದೆ. [974, 1765, 1462, 1796]
tender-row-no: 03 [973, 1930, 1010, 2002]
issue-date: 28-06-2025 [173, 64, 296, 86]
tender-sign-left: ಸಹಿ ಆಗಿದೆ/– ಶಿಶು ಅಭಿವೃದ್ಧಿ ಯೋಜನಾಧಿಕಾರಿಗಳು ಮಹಿಳಾ ಮತ್ತು ಮಕ್ಕಳ ಅಭಿವೃದ್ಧಿ ಇಲಾಖೆ ಬ್ಯಾಡಗಿ. [984, 2154, 1204, 2182]
